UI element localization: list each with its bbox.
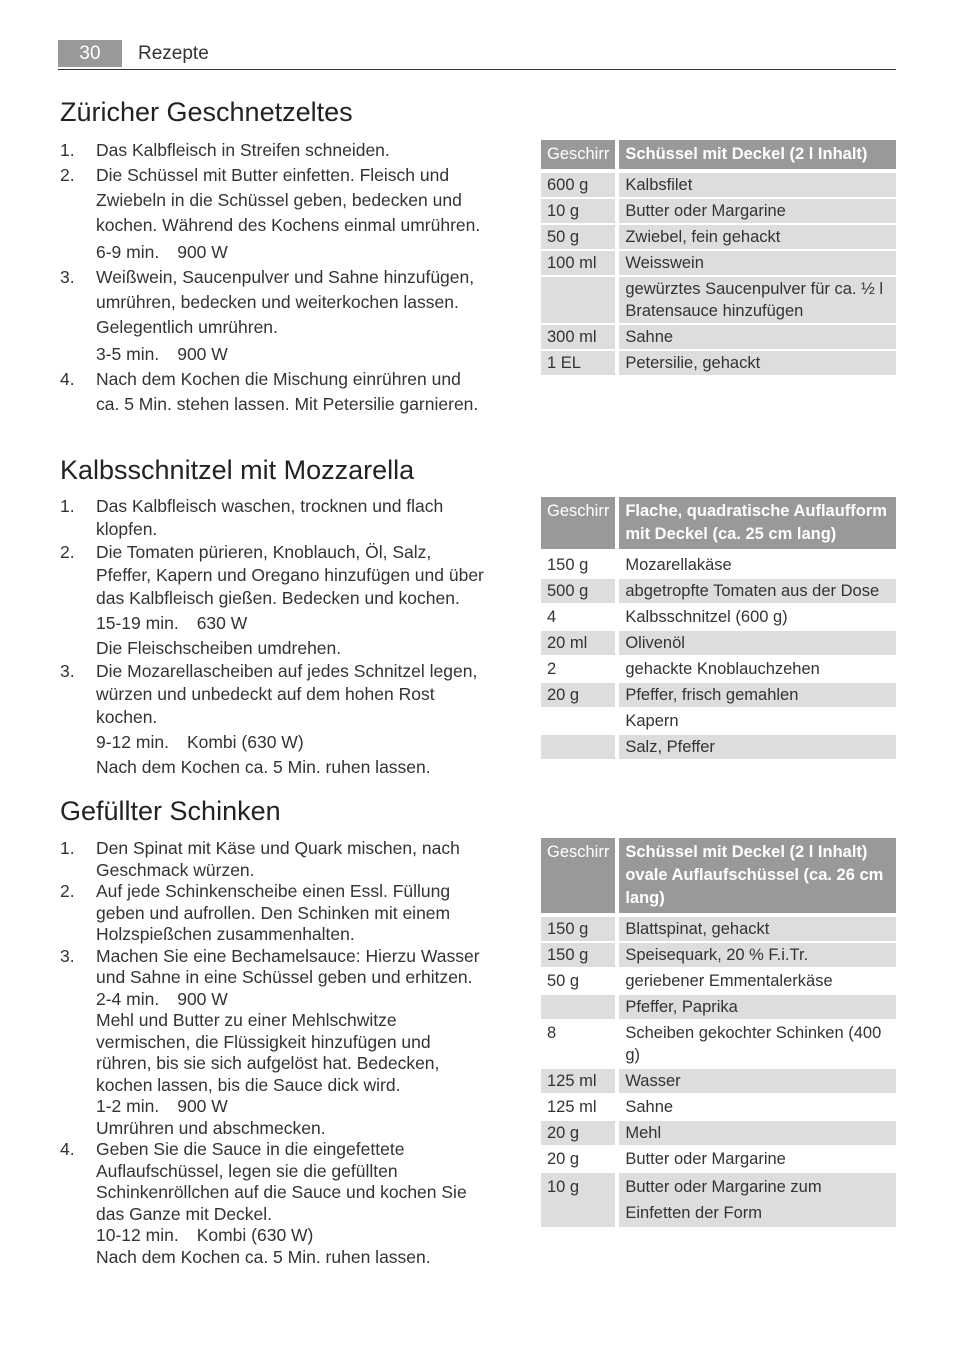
ingredients-table-kalbsschnitzel bbox=[541, 497, 896, 761]
step: 3. Die Mozarellascheiben auf jedes Schnitzel legen, würzen und unbedeckt auf dem hohen Rost kochen. 9-12 min. Kombi (630 W) Nach dem Kochen ca. 5 Min. ruhen lassen. bbox=[60, 660, 485, 779]
step: 3. Machen Sie eine Bechamelsauce: Hierzu Wasser und Sahne in eine Schüssel geben und erhitzen. 2-4 min. 900 W Mehl und Butter zu einer Mehlschwitze vermischen, die Flüssigkeit hinzufügen und rühren, bis sie sich aufgelöst hat. Bedecken, kochen lassen, bis die Sauce dick wird. 1-2 min. 900 W Umrühren und abschmecken. bbox=[60, 946, 485, 1140]
table-row: Salz, Pfeffer bbox=[541, 734, 896, 760]
table-header: Geschirr Flache, quadratische Auflaufform mit Deckel (ca. 25 cm lang) bbox=[541, 497, 896, 549]
table-row: 500 g abgetropfte Tomaten aus der Dose bbox=[541, 578, 896, 604]
table-row: 125 ml Sahne bbox=[541, 1094, 896, 1120]
table-row: 150 g Blattspinat, gehackt bbox=[541, 917, 896, 942]
recipe-steps-kalbsschnitzel bbox=[60, 495, 485, 779]
table-row: 125 ml Wasser bbox=[541, 1068, 896, 1094]
step: 1. Das Kalbfleisch waschen, trocknen und flach klopfen. bbox=[60, 496, 444, 539]
table-row: 50 g geriebener Emmentalerkäse bbox=[541, 968, 896, 994]
section-label: Rezepte bbox=[138, 43, 209, 64]
step-setting: 15-19 min. 630 W bbox=[96, 613, 248, 633]
table-row: gewürztes Saucenpulver für ca. ½ l Bratensauce hinzufügen bbox=[541, 276, 896, 324]
step: 2. Die Schüssel mit Butter einfetten. Fleisch und Zwiebeln in die Schüssel geben, bedecken und kochen. Während des Kochens einmal umrühren. 6-9 min. 900 W bbox=[60, 163, 485, 265]
step: 4. Nach dem Kochen die Mischung einrühren und ca. 5 Min. stehen lassen. Mit Petersilie garnieren. bbox=[60, 369, 479, 414]
recipe-title-schinken: Gefüllter Schinken bbox=[60, 796, 281, 826]
table-row: 1 EL Petersilie, gehackt bbox=[541, 350, 896, 376]
step-setting: 10-12 min. Kombi (630 W) bbox=[96, 1225, 314, 1245]
table-row: 20 g Butter oder Margarine bbox=[541, 1146, 896, 1172]
table-row: 8 Scheiben gekochter Schinken (400 g) bbox=[541, 1020, 896, 1068]
step: 2. Auf jede Schinkenscheibe einen Essl. Füllung geben und aufrollen. Den Schinken mit einem Holzspießchen zusammenhalten. bbox=[60, 881, 451, 944]
recipe-title-zuericher: Züricher Geschnetzeltes bbox=[60, 97, 353, 127]
table-header: Geschirr Schüssel mit Deckel (2 l Inhalt) bbox=[541, 140, 896, 169]
recipe-steps-zuericher bbox=[60, 138, 485, 417]
table-row: 20 g Mehl bbox=[541, 1120, 896, 1146]
page-header bbox=[58, 40, 896, 70]
step: 4. Geben Sie die Sauce in die eingefettete Auflaufschüssel, legen sie die gefüllten Schinkenröllchen auf die Sauce und kochen Sie das Ganze mit Deckel. 10-12 min. Kombi (630 W) Nach dem Kochen ca. 5 Min. ruhen lassen. bbox=[60, 1139, 485, 1268]
ingredients-table-schinken bbox=[541, 838, 896, 1229]
step: 1. Das Kalbfleisch in Streifen schneiden. bbox=[60, 140, 390, 160]
step: 1. Den Spinat mit Käse und Quark mischen, nach Geschmack würzen. bbox=[60, 838, 460, 880]
table-row: 150 g Speisequark, 20 % F.i.Tr. bbox=[541, 942, 896, 968]
table-row: Kapern bbox=[541, 708, 896, 734]
table-row: 100 ml Weisswein bbox=[541, 250, 896, 276]
step-setting: 6-9 min. 900 W bbox=[96, 242, 228, 262]
step-setting: 1-2 min. 900 W bbox=[96, 1096, 228, 1116]
table-row: Pfeffer, Paprika bbox=[541, 994, 896, 1020]
table-row: 4 Kalbsschnitzel (600 g) bbox=[541, 604, 896, 630]
table-row: 10 g Butter oder Margarine zum Einfetten der Form bbox=[541, 1172, 896, 1228]
recipe-steps-schinken bbox=[60, 838, 485, 1268]
table-row: 600 g Kalbsfilet bbox=[541, 173, 896, 198]
table-row: 300 ml Sahne bbox=[541, 324, 896, 350]
step: 3. Weißwein, Saucenpulver und Sahne hinzufügen, umrühren, bedecken und weiterkochen lassen. Gelegentlich umrühren. 3-5 min. 900 W bbox=[60, 265, 485, 367]
step: 2. Die Tomaten pürieren, Knoblauch, Öl, Salz, Pfeffer, Kapern und Oregano hinzufügen und über das Kalbfleisch gießen. Bedecken und kochen. 15-19 min. 630 W Die Fleischscheiben umdrehen. bbox=[60, 542, 484, 658]
table-row: 50 g Zwiebel, fein gehackt bbox=[541, 224, 896, 250]
page-number: 30 bbox=[58, 40, 122, 67]
table-header: Geschirr Schüssel mit Deckel (2 l Inhalt) ovale Auflaufschüssel (ca. 26 cm lang) bbox=[541, 838, 896, 913]
recipe-title-kalbsschnitzel: Kalbsschnitzel mit Mozzarella bbox=[60, 455, 415, 485]
table-row: 10 g Butter oder Margarine bbox=[541, 198, 896, 224]
ingredients-table-zuericher bbox=[541, 140, 896, 377]
step-setting: 3-5 min. 900 W bbox=[96, 344, 228, 364]
table-row: 20 ml Olivenöl bbox=[541, 630, 896, 656]
table-row: 150 g Mozarellakäse bbox=[541, 553, 896, 578]
step-setting: 9-12 min. Kombi (630 W) bbox=[96, 732, 304, 752]
step-setting: 2-4 min. 900 W bbox=[96, 988, 228, 1009]
table-row: 20 g Pfeffer, frisch gemahlen bbox=[541, 682, 896, 708]
table-row: 2 gehackte Knoblauchzehen bbox=[541, 656, 896, 682]
